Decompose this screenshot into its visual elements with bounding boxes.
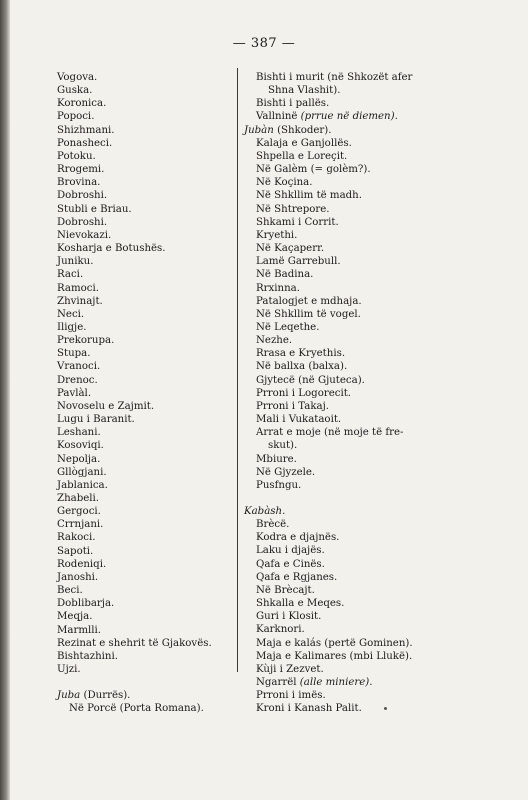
entry-line: Në Leqethe. xyxy=(256,321,320,333)
entry-line: Kosharja e Botushës. xyxy=(57,243,166,255)
entry-line: Novoselu e Zajmit. xyxy=(57,400,155,412)
entry-line: Në Koçina. xyxy=(256,177,313,189)
entry-line: Qafa e Rgjanes. xyxy=(256,571,338,583)
entry-line: Në Shkllim të madh. xyxy=(256,190,362,202)
entry-line: Rrxinna. xyxy=(256,282,300,294)
entry-line: Laku i djajës. xyxy=(256,545,325,557)
left-place-list xyxy=(57,71,233,676)
stray-mark xyxy=(384,707,387,710)
kabash-entry-list xyxy=(244,518,434,676)
entry-line: Crrnjani. xyxy=(57,519,104,531)
ngarrel-end: . xyxy=(369,677,373,689)
section-gap xyxy=(57,676,233,689)
entry-line: Drenoc. xyxy=(57,374,98,386)
entry-line: Kosoviqi. xyxy=(57,440,104,452)
entry-line: Në Kaçaperr. xyxy=(256,243,325,255)
entry-line: Shna Vlashit). xyxy=(268,85,341,97)
entry-line: Leshani. xyxy=(57,427,101,439)
entry-line: Vogova. xyxy=(57,72,98,83)
entry-line: Vranoci. xyxy=(57,361,101,373)
entry-line: Qafa e Cinës. xyxy=(256,558,325,570)
juba-heading-name: Juba xyxy=(57,690,81,702)
entry-line: Raci. xyxy=(57,269,84,281)
entry-line: Prekorupa. xyxy=(57,335,115,347)
entry-line: Popoci. xyxy=(57,111,95,123)
column-divider xyxy=(237,68,238,672)
vallnine-text: Vallninë xyxy=(256,111,301,123)
ngarrel-text: Ngarrël xyxy=(256,677,300,689)
entry-line: Meqja. xyxy=(57,611,93,623)
entry-line: Bishti i pallës. xyxy=(256,98,330,110)
book-spine-shadow xyxy=(0,0,10,800)
entry-line: Guska. xyxy=(57,85,93,97)
entry-line: Kùji i Zezvet. xyxy=(256,663,324,675)
entry-line: Në Gjyzele. xyxy=(256,466,316,478)
entry-line: Janoshi. xyxy=(57,571,99,583)
entry-line: Pavlàl. xyxy=(57,387,92,399)
entry-line: Neci. xyxy=(57,308,85,320)
pre-entry-list xyxy=(244,71,434,110)
entry-line: Bishti i murit (në Shkozët afer xyxy=(256,72,413,83)
entry-line: Nezhe. xyxy=(256,335,293,347)
entry-line: Mbiure. xyxy=(256,453,297,465)
entry-line: Në Shtrepore. xyxy=(256,203,330,215)
entry-line: Pusfngu. xyxy=(256,479,302,491)
entry-line: Rezinat e shehrit të Gjakovës. xyxy=(57,637,212,649)
entry-line: Rodeniqi. xyxy=(57,558,107,570)
entry-line: Në Porcë (Porta Romana). xyxy=(69,703,204,715)
left-column xyxy=(57,71,233,716)
entry-line: Shizhmani. xyxy=(57,124,115,136)
entry-line: Arrat e moje (në moje të fre- xyxy=(256,427,404,439)
entry-line: Shkami i Corrit. xyxy=(256,216,339,228)
vallnine-end: . xyxy=(394,111,398,123)
entry-line: Lugu i Baranit. xyxy=(57,414,135,426)
entry-line: Ujzi. xyxy=(57,664,81,676)
entry-line: Gllògjani. xyxy=(57,466,107,478)
entry-line: Patalogjet e mdhaja. xyxy=(256,295,362,307)
ngarrel-note: (alle miniere) xyxy=(299,677,370,689)
entry-line: Doblibarja. xyxy=(57,598,115,610)
kabash-heading: Kabàsh. xyxy=(244,506,286,517)
juban-entry-list xyxy=(244,137,434,492)
juban-heading-name: Jubàn xyxy=(244,124,274,136)
juba-heading xyxy=(57,689,233,702)
entry-line: Jablanica. xyxy=(57,479,108,491)
entry-line: Bishtazhini. xyxy=(57,650,118,662)
juban-heading-region: (Shkoder). xyxy=(277,124,332,136)
section-gap xyxy=(244,492,434,505)
entry-line: Mali i Vukataoit. xyxy=(256,414,342,426)
entry-line: Maja e kalás (pertë Gominen). xyxy=(256,637,413,649)
entry-line: Kalaja e Ganjollës. xyxy=(256,137,352,149)
juba-heading-region: (Durrës). xyxy=(83,690,131,702)
entry-line: Dobroshi. xyxy=(57,190,108,202)
entry-line: Në Brècajt. xyxy=(256,584,315,596)
entry-line: Stubli e Briau. xyxy=(57,203,132,215)
entry-line: Juniku. xyxy=(57,256,94,268)
entry-line: Prroni i Logorecit. xyxy=(256,387,352,399)
entry-line: Nepolja. xyxy=(57,453,101,465)
entry-line: Prroni i imës. xyxy=(256,690,326,702)
entry-line: Iligje. xyxy=(57,321,87,333)
entry-line: Gjytecë (në Gjuteca). xyxy=(256,374,365,386)
kabash-tail-list xyxy=(244,689,434,715)
entry-line: Rrogemi. xyxy=(57,164,105,176)
entry-line: Shkalla e Meqes. xyxy=(256,598,345,610)
vallnine-note: (prrue në diemen) xyxy=(300,111,395,123)
entry-line: Në ballxa (balxa). xyxy=(256,361,348,373)
entry-line: Brècë. xyxy=(256,519,290,531)
entry-line: Zhabeli. xyxy=(57,493,100,504)
entry-line: Në Badina. xyxy=(256,269,314,281)
entry-line: Në Shkllim të vogel. xyxy=(256,308,361,320)
entry-line: Kroni i Kanash Palit. xyxy=(256,703,362,715)
entry-line: Dobroshi. xyxy=(57,216,108,228)
entry-line: Në Galèm (= golèm?). xyxy=(256,164,371,176)
entry-line: Brovina. xyxy=(57,177,101,189)
entry-line: Beci. xyxy=(57,585,83,597)
entry-line: Stupa. xyxy=(57,348,91,360)
entry-line: Nievokazi. xyxy=(57,229,112,241)
entry-line: Gergoci. xyxy=(57,506,101,518)
entry-line: Maja e Kalimares (mbi Llukë). xyxy=(256,650,413,662)
entry-line: Ponasheci. xyxy=(57,137,113,149)
entry-line: Kryethi. xyxy=(256,229,298,241)
entry-line: Kodra e djajnës. xyxy=(256,532,340,544)
juban-heading xyxy=(244,124,434,137)
entry-line: Sapoti. xyxy=(57,545,94,557)
entry-line: Rrasa e Kryethis. xyxy=(256,348,346,360)
entry-line: Shpella e Loreçit. xyxy=(256,150,348,162)
entry-line: Prroni i Takaj. xyxy=(256,400,330,412)
ngarrel-entry xyxy=(244,676,434,689)
entry-line: Rakoci. xyxy=(57,532,96,544)
entry-line: Koronica. xyxy=(57,98,107,110)
juba-entry-list xyxy=(57,702,233,715)
right-column xyxy=(244,71,434,716)
entry-line: Potoku. xyxy=(57,150,96,162)
entry-line: Ramoci. xyxy=(57,282,99,294)
entry-line: Guri i Klosit. xyxy=(256,611,322,623)
vallnine-entry xyxy=(244,110,434,123)
entry-line: Lamë Garrebull. xyxy=(256,256,341,268)
entry-line: Marmlli. xyxy=(57,624,102,636)
entry-line: Karknori. xyxy=(256,624,305,636)
entry-line: skut). xyxy=(268,440,298,452)
page-number: — 387 — xyxy=(232,36,296,51)
entry-line: Zhvinajt. xyxy=(57,295,103,307)
